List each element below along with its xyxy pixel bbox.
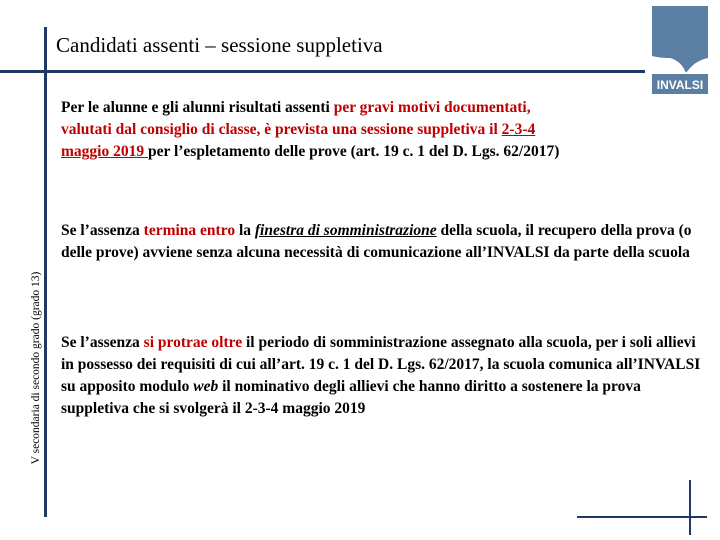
paragraph-absence-ends-within-window <box>61 220 711 264</box>
paragraph-absent-students <box>61 97 711 163</box>
p2-text-3: della scuola, il recupero della prova (o delle prove) avviene senza alcuna necessità di comunicazione all’INVALSI da parte della scuola <box>61 222 692 261</box>
bottom-corner-vertical-rule <box>689 480 691 535</box>
invalsi-logo-icon <box>646 4 714 96</box>
paragraph-absence-extends-beyond <box>61 332 711 420</box>
p3-text-3: il nominativo degli allievi che hanno diritto a sostenere la prova suppletiva che si svolgerà il 2-3-4 maggio 2019 <box>61 378 641 417</box>
p2-window-term: finestra di somministrazione <box>254 222 437 239</box>
p1-date-month: maggio 2019 <box>61 143 148 160</box>
p3-highlight: si protrae oltre <box>143 334 243 351</box>
left-vertical-rule <box>44 27 47 517</box>
bottom-corner-horizontal-rule <box>577 516 707 518</box>
p2-highlight: termina entro <box>143 222 236 239</box>
p1-highlight-reason: per gravi motivi documentati, <box>333 99 531 116</box>
title-underline-rule <box>0 70 645 73</box>
invalsi-logo <box>646 4 714 96</box>
p1-text-2: valutati dal consiglio di classe, è prevista una sessione suppletiva il <box>61 121 502 138</box>
p3-text-1: Se l’assenza <box>61 334 144 351</box>
p3-web-term: web <box>193 378 219 395</box>
p3-text-2: il periodo di somministrazione assegnato alla scuola, per i soli allievi in possesso dei requisiti di cui all’art. 19 c. 1 del D. Lgs. 62/2017, la scuola comunica all’INVALSI su apposito modulo <box>61 334 701 395</box>
p1-text-1: Per le alunne e gli alunni risultati assenti <box>61 99 334 116</box>
logo-wordmark: INVALSI <box>656 78 704 92</box>
p1-date-days: 2-3-4 <box>501 121 536 138</box>
p2-text-1: Se l’assenza <box>61 222 144 239</box>
slide-title: Candidati assenti – sessione suppletiva <box>56 33 383 57</box>
side-label: V secondaria di secondo grado (grado 13) <box>30 271 42 465</box>
p1-text-3: per l’espletamento delle prove (art. 19 c. 1 del D. Lgs. 62/2017) <box>147 143 560 160</box>
p2-text-2: la <box>235 222 255 239</box>
